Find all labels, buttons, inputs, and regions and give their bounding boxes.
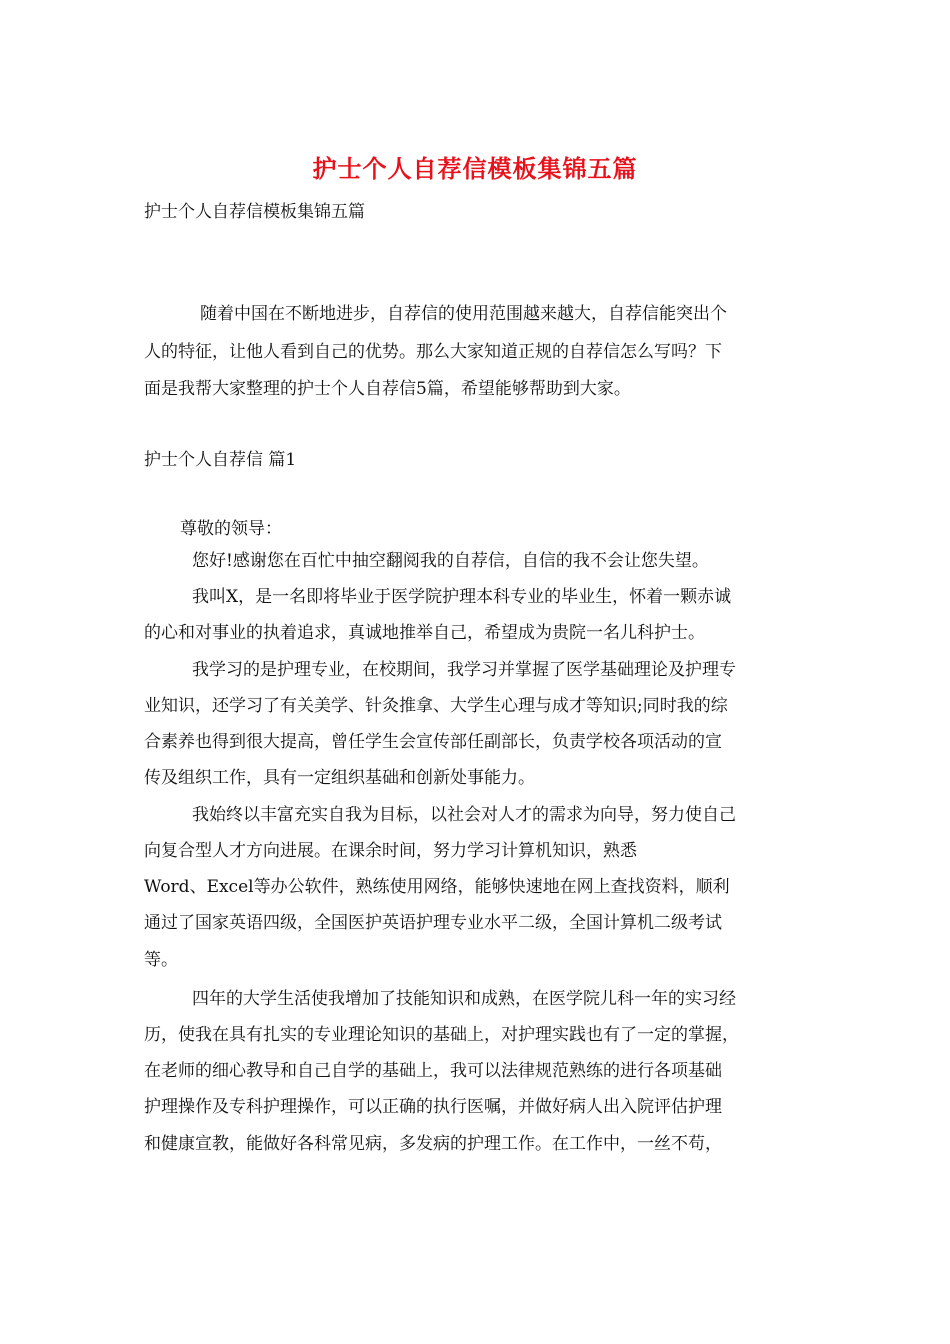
paragraph-line: 通过了国家英语四级，全国医护英语护理专业水平二级，全国计算机二级考试 <box>144 913 722 933</box>
paragraph-line: 四年的大学生活使我增加了技能知识和成熟，在医学院儿科一年的实习经 <box>192 989 736 1009</box>
paragraph-line: 我叫X，是一名即将毕业于医学院护理本科专业的毕业生，怀着一颗赤诚 <box>192 587 732 607</box>
paragraph-line: 历，使我在具有扎实的专业理论知识的基础上，对护理实践也有了一定的掌握， <box>144 1025 739 1045</box>
paragraph-line: 的心和对事业的执着追求，真诚地推举自己，希望成为贵院一名儿科护士。 <box>144 623 705 643</box>
paragraph-line: 我学习的是护理专业，在校期间，我学习并掌握了医学基础理论及护理专 <box>192 660 736 680</box>
paragraph-line: 护理操作及专科护理操作，可以正确的执行医嘱，并做好病人出入院评估护理 <box>144 1097 722 1117</box>
paragraph-line: 等。 <box>144 950 178 970</box>
salutation: 尊敬的领导： <box>180 519 282 539</box>
paragraph-line: Word、Excel等办公软件，熟练使用网络，能够快速地在网上查找资料，顺利 <box>144 877 730 897</box>
intro-line: 人的特征，让他人看到自己的优势。那么大家知道正规的自荐信怎么写吗？下 <box>144 342 722 362</box>
paragraph-line: 在老师的细心教导和自己自学的基础上，我可以法律规范熟练的进行各项基础 <box>144 1061 722 1081</box>
intro-line: 随着中国在不断地进步，自荐信的使用范围越来越大，自荐信能突出个 <box>200 304 727 324</box>
paragraph-line: 合素养也得到很大提高，曾任学生会宣传部任副部长，负责学校各项活动的宣 <box>144 732 722 752</box>
paragraph-line: 我始终以丰富充实自我为目标，以社会对人才的需求为向导，努力使自己 <box>192 805 736 825</box>
paragraph-line: 业知识，还学习了有关美学、针灸推拿、大学生心理与成才等知识;同时我的综 <box>144 696 728 716</box>
section-heading: 护士个人自荐信 篇1 <box>144 450 297 470</box>
paragraph-line: 和健康宣教，能做好各科常见病，多发病的护理工作。在工作中，一丝不苟， <box>144 1134 722 1154</box>
document-subtitle: 护士个人自荐信模板集锦五篇 <box>144 202 365 222</box>
greeting: 您好!感谢您在百忙中抽空翻阅我的自荐信，自信的我不会让您失望。 <box>192 551 709 571</box>
paragraph-line: 传及组织工作，具有一定组织基础和创新处事能力。 <box>144 768 535 788</box>
document-title: 护士个人自荐信模板集锦五篇 <box>312 154 638 183</box>
paragraph-line: 向复合型人才方向进展。在课余时间，努力学习计算机知识，熟悉 <box>144 841 637 861</box>
intro-line: 面是我帮大家整理的护士个人自荐信5篇，希望能够帮助到大家。 <box>144 379 631 399</box>
